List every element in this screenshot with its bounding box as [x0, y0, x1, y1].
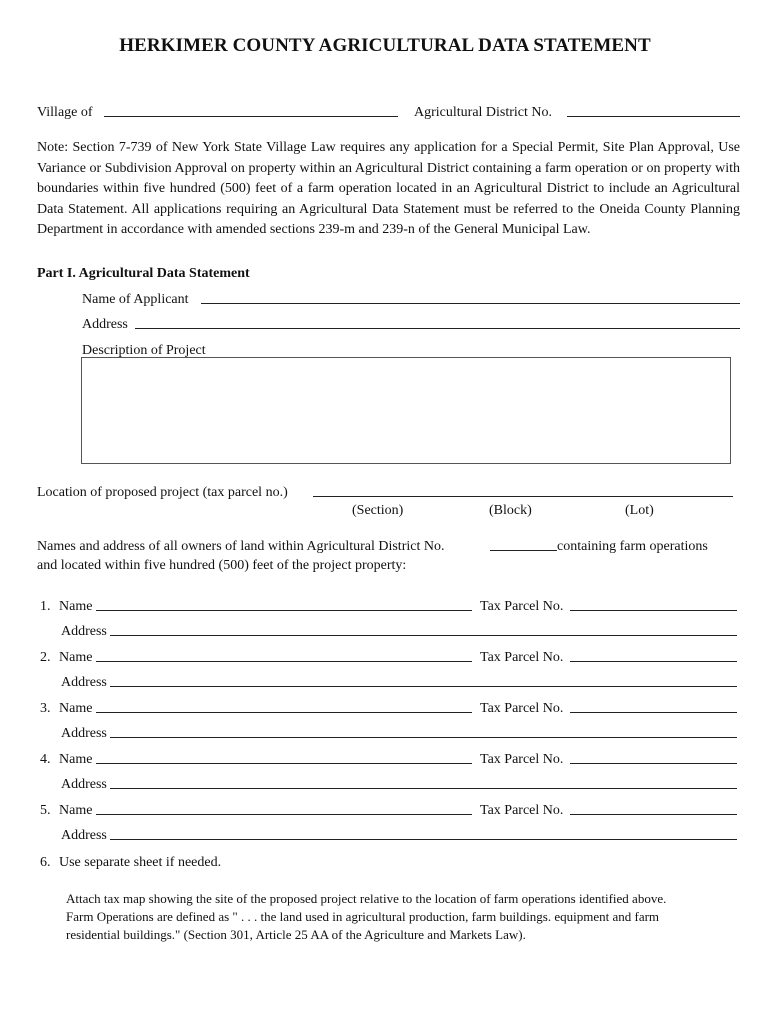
applicant-label: Name of Applicant — [82, 292, 189, 307]
entry-parcel-field[interactable] — [570, 712, 737, 713]
entry-name-label: Name — [59, 803, 93, 818]
entry-address-field[interactable] — [110, 686, 737, 687]
part1-heading: Part I. Agricultural Data Statement — [37, 266, 250, 281]
entry-parcel-label: Tax Parcel No. — [480, 701, 564, 716]
attach-note: Attach tax map showing the site of the proposed project relative to the location of farm operations identified above. Farm Operations are defined as " . . . the land used in agricultural production, farm buildings. equipment and farm residential buildings." (Section 301, Article 25 AA of the Agriculture and Markets Law). — [66, 891, 667, 942]
entry-number: 1. — [40, 599, 51, 614]
entry-address-field[interactable] — [110, 788, 737, 789]
entry-parcel-field[interactable] — [570, 814, 737, 815]
entry-address-label: Address — [61, 675, 107, 690]
lot-label: (Lot) — [625, 503, 654, 518]
entry-number: 3. — [40, 701, 51, 716]
applicant-name-field[interactable] — [201, 303, 740, 304]
project-description-box[interactable] — [81, 357, 731, 464]
village-label: Village of — [37, 105, 93, 120]
village-field[interactable] — [104, 116, 398, 117]
entry-address-label: Address — [61, 828, 107, 843]
section-label: (Section) — [352, 503, 404, 518]
owners-line2: and located within five hundred (500) feet of the project property: — [37, 558, 407, 573]
owners-line1-end: containing farm operations — [557, 539, 708, 554]
entry-address-field[interactable] — [110, 839, 737, 840]
form-title: HERKIMER COUNTY AGRICULTURAL DATA STATEMENT — [119, 35, 651, 56]
entry-parcel-field[interactable] — [570, 661, 737, 662]
district-number-field[interactable] — [567, 116, 740, 117]
location-label: Location of proposed project (tax parcel no.) — [37, 485, 288, 500]
entry-number: 4. — [40, 752, 51, 767]
entry-address-field[interactable] — [110, 635, 737, 636]
entry-parcel-field[interactable] — [570, 763, 737, 764]
block-label: (Block) — [489, 503, 532, 518]
entry-name-label: Name — [59, 701, 93, 716]
item6-number: 6. — [40, 855, 51, 870]
entry-name-field[interactable] — [96, 814, 472, 815]
note-paragraph: Note: Section 7-739 of New York State Village Law requires any application for a Special Permit, Site Plan Approval, Use Variance or Subdivision Approval on property within an Agricultural District containing a farm operation or on property with boundaries within five hundred (500) feet of a farm operation located in an Agricultural District to include an Agricultural Data Statement. All applications requiring an Agricultural Data Statement must be referred to the Oneida County Planning Department in accordance with amended sections 239-m and 239-n of the General Municipal Law. — [37, 140, 740, 237]
entry-name-label: Name — [59, 599, 93, 614]
entry-name-label: Name — [59, 650, 93, 665]
tax-parcel-field[interactable] — [313, 496, 733, 497]
description-label: Description of Project — [82, 343, 206, 358]
applicant-address-field[interactable] — [135, 328, 740, 329]
entry-name-label: Name — [59, 752, 93, 767]
entry-parcel-label: Tax Parcel No. — [480, 752, 564, 767]
entry-name-field[interactable] — [96, 763, 472, 764]
entry-parcel-label: Tax Parcel No. — [480, 650, 564, 665]
entry-address-label: Address — [61, 777, 107, 792]
applicant-address-label: Address — [82, 317, 128, 332]
district-label: Agricultural District No. — [414, 105, 553, 120]
entry-name-field[interactable] — [96, 610, 472, 611]
entry-name-field[interactable] — [96, 661, 472, 662]
entry-address-label: Address — [61, 726, 107, 741]
entry-parcel-field[interactable] — [570, 610, 737, 611]
entry-name-field[interactable] — [96, 712, 472, 713]
entry-parcel-label: Tax Parcel No. — [480, 599, 564, 614]
entry-address-field[interactable] — [110, 737, 737, 738]
entry-parcel-label: Tax Parcel No. — [480, 803, 564, 818]
entry-number: 5. — [40, 803, 51, 818]
entry-address-label: Address — [61, 624, 107, 639]
item6-text: Use separate sheet if needed. — [59, 855, 222, 870]
owners-line1-start: Names and address of all owners of land within Agricultural District No. — [37, 539, 445, 554]
owners-district-field[interactable] — [490, 550, 557, 551]
entry-number: 2. — [40, 650, 51, 665]
